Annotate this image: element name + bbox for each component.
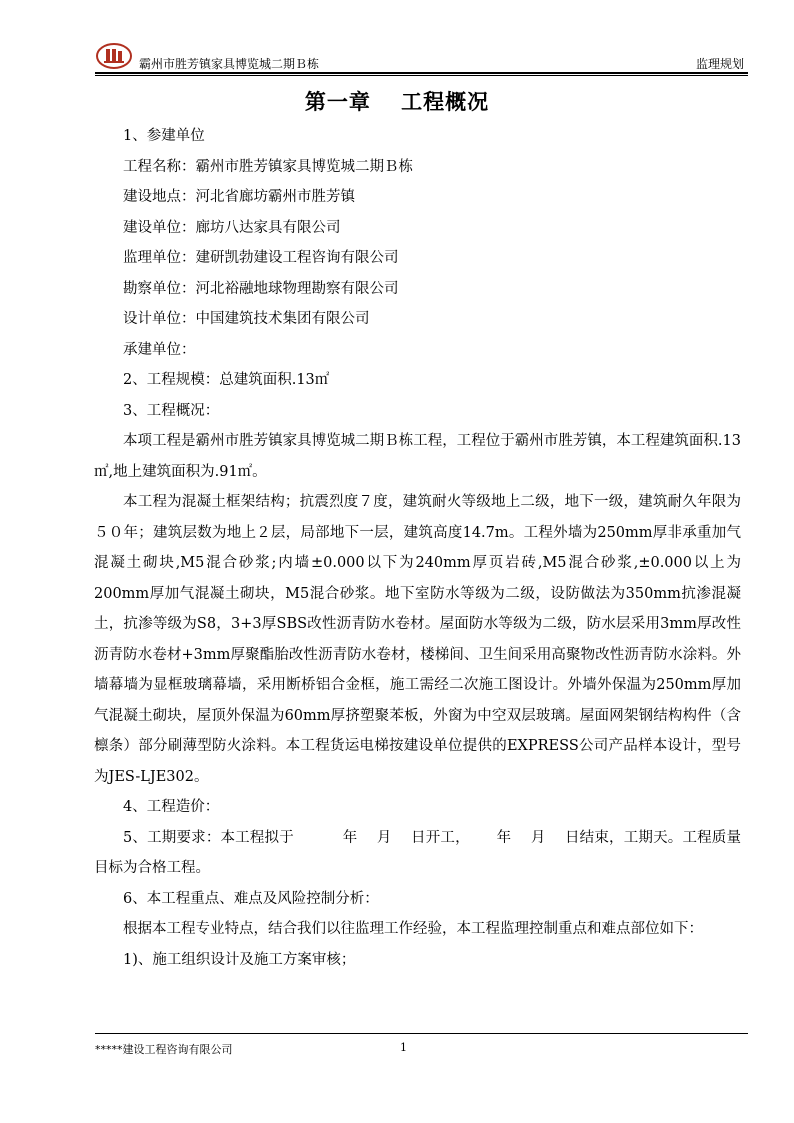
header-divider xyxy=(95,72,748,74)
section-heading-cost: 4、工程造价： xyxy=(123,799,220,815)
company-logo-icon xyxy=(95,42,133,70)
footer-company: *****建设工程咨询有限公司 xyxy=(95,1043,233,1056)
project-name-line: 工程名称：霸州市胜芳镇家具博览城二期Ｂ栋 xyxy=(123,158,413,175)
contractor-line: 承建单位： xyxy=(123,341,196,358)
document-body xyxy=(94,121,741,975)
project-location-line: 建设地点：河北省廊坊霸州市胜芳镇 xyxy=(123,189,355,205)
list-item-review: 1)、施工组织设计及施工方案审核； xyxy=(123,951,356,968)
footer-divider xyxy=(95,1033,748,1034)
overview-paragraph: 本项工程是霸州市胜芳镇家具博览城二期Ｂ栋工程，工程位于霸州市胜芳镇，本工程建筑面积.13㎡,地上建筑面积为.91㎡。 xyxy=(94,433,741,480)
section-heading-scale: 2、工程规模：总建筑面积.13㎡ xyxy=(123,372,330,388)
design-unit-line: 设计单位：中国建筑技术集团有限公司 xyxy=(123,311,370,327)
supervisor-line: 监理单位：建研凯勃建设工程咨询有限公司 xyxy=(123,250,399,266)
section-heading-overview: 3、工程概况： xyxy=(123,402,220,419)
section-heading-risk: 6、本工程重点、难点及风险控制分析： xyxy=(123,890,379,907)
header-document-type: 监理规划 xyxy=(695,57,744,71)
page-footer xyxy=(95,1033,748,1063)
structure-paragraph: 本工程为混凝土框架结构；抗震烈度７度，建筑耐火等级地上二级，地下一级，建筑耐久年限为５０年；建筑层数为地上２层，局部地下一层，建筑高度14.7m。工程外墙为250mm厚非承重加气混凝土砌块,M5混合砂浆;内墙±0.000以下为240mm厚页岩砖,M5混合砂浆,±0.000以上为200mm厚加气混凝土砌块，M5混合砂浆。地下室防水等级为二级，设防做法为350mm抗渗混凝土，抗渗等级为S8，3+3厚SBS改性沥青防水卷材。屋面防水等级为二级，防水层采用3mm厚改性沥青防水卷材+3mm厚聚酯胎改性沥青防水卷材，楼梯间、卫生间采用高聚物改性沥青防水涂料。外墙幕墙为显框玻璃幕墙，采用断桥铝合金框，施工需经二次施工图设计。外墙外保温为250mm厚加气混凝土砌块，屋顶外保温为60mm厚挤塑聚苯板，外窗为中空双层玻璃。屋面网架钢结构构件（含檩条）部分刷薄型防火涂料。本工程货运电梯按建设单位提供的EXPRESS公司产品样本设计，型号为JES-LJE302。 xyxy=(94,494,741,785)
page-number: 1 xyxy=(400,1041,407,1054)
schedule-paragraph: 5、工期要求：本工程拟于 年 月 日开工， 年 月 日结束，工期天。工程质量目标为合格工程。 xyxy=(94,829,741,876)
risk-intro-paragraph: 根据本工程专业特点，结合我们以往监理工作经验，本工程监理控制重点和难点部位如下： xyxy=(123,921,703,937)
page-header xyxy=(95,38,748,74)
owner-line: 建设单位：廊坊八达家具有限公司 xyxy=(123,219,341,236)
header-divider-thin xyxy=(95,75,748,76)
chapter-title: 第一章 工程概况 xyxy=(304,89,490,114)
header-project-name: 霸州市胜芳镇家具博览城二期Ｂ栋 xyxy=(139,57,320,71)
survey-unit-line: 勘察单位：河北裕融地球物理勘察有限公司 xyxy=(123,280,399,297)
section-heading-participants: 1、参建单位 xyxy=(123,128,205,144)
